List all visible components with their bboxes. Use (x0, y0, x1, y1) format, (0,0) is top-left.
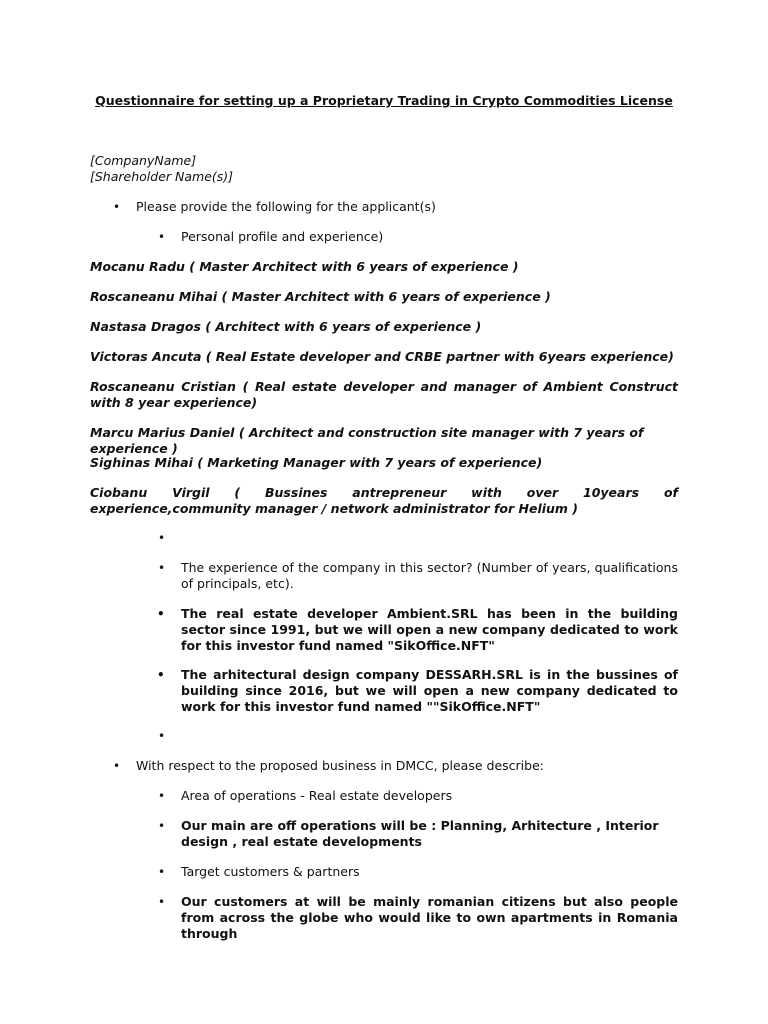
person-entry: Nastasa Dragos ( Architect with 6 years of experience ) (90, 319, 482, 334)
document-title: Questionnaire for setting up a Proprietary Trading in Crypto Commodities License (95, 93, 673, 108)
section2-text: With respect to the proposed business in DMCC, please describe: (136, 758, 544, 773)
person-entry: Roscaneanu Cristian ( Real estate developer and manager of Ambient Construct with 8 year experience) (90, 379, 678, 410)
bullet-empty: • (158, 531, 166, 545)
person-entry: Sighinas Mihai ( Marketing Manager with 7 years of experience) (90, 455, 543, 470)
company-name-placeholder: [CompanyName] (90, 153, 197, 168)
customers-answer: Our customers at will be mainly romanian citizens but also people from across the globe who would like to own apartments in Romania through (181, 894, 678, 941)
person-entry: Ciobanu Virgil ( Bussines antrepreneur with over 10years of experience,community manager / network administrator for Helium ) (90, 485, 678, 516)
area-of-operations: Area of operations - Real estate developers (181, 788, 453, 803)
bullet-operations: • (158, 819, 166, 833)
operations-answer: Our main are off operations will be : Planning, Arhitecture , Interior design , real estate developments (181, 818, 659, 849)
section1-text: Please provide the following for the applicant(s) (136, 199, 436, 214)
target-customers: Target customers & partners (181, 864, 360, 879)
person-entry: Roscaneanu Mihai ( Master Architect with 6 years of experience ) (90, 289, 551, 304)
bullet-answer1: • (157, 607, 165, 621)
bullet-section2: • (113, 759, 121, 773)
person-entry: Victoras Ancuta ( Real Estate developer and CRBE partner with 6years experience) (90, 349, 674, 364)
profile-item: Personal profile and experience) (181, 229, 384, 244)
person-entry: Marcu Marius Daniel ( Architect and construction site manager with 7 years of experience ) (90, 425, 644, 456)
bullet-experience-question: • (158, 561, 166, 575)
bullet-section1: • (113, 200, 121, 214)
experience-question: The experience of the company in this sector? (Number of years, qualifications of principals, etc). (181, 560, 678, 591)
bullet-customers: • (158, 895, 166, 909)
experience-answer-dessarh: The arhitectural design company DESSARH.SRL is in the bussines of building since 2016, but we will open a new company dedicated to work for this investor fund named ""SikOffice.NFT" (181, 667, 678, 714)
bullet-empty: • (158, 729, 166, 743)
experience-answer-ambient: The real estate developer Ambient.SRL has been in the building sector since 1991, but we will open a new company dedicated to work for this investor fund named "SikOffice.NFT" (181, 606, 678, 653)
person-entry: Mocanu Radu ( Master Architect with 6 years of experience ) (90, 259, 519, 274)
bullet-profile: • (158, 230, 166, 244)
bullet-answer2: • (157, 668, 165, 682)
bullet-target: • (158, 865, 166, 879)
bullet-area: • (158, 789, 166, 803)
shareholder-name-placeholder: [Shareholder Name(s)] (90, 169, 234, 184)
